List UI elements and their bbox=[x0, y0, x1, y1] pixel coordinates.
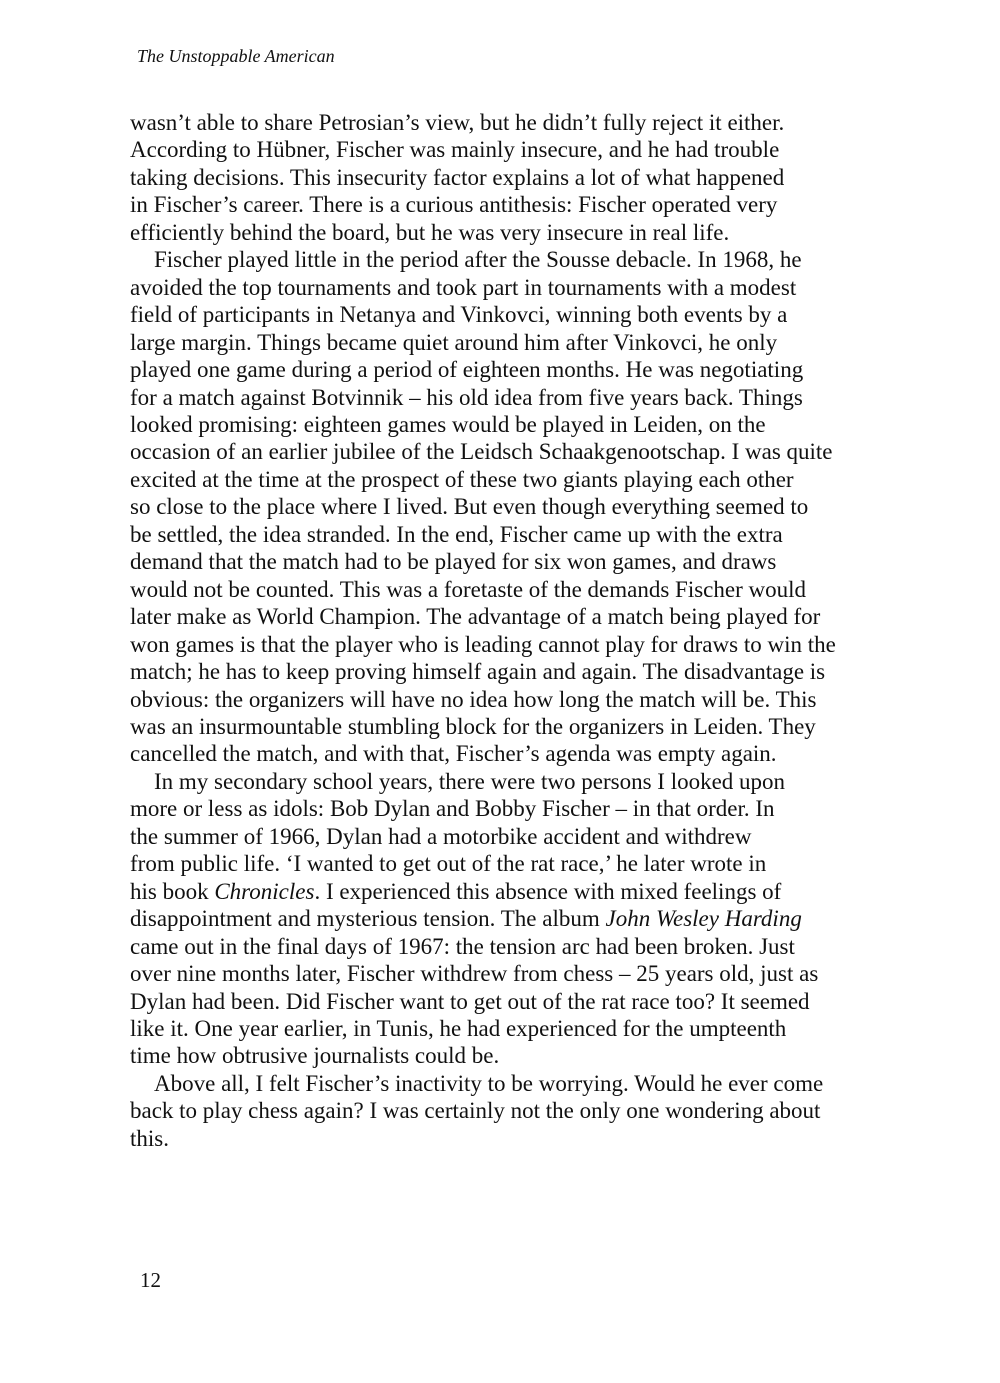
text-run: occasion of an earlier jubilee of the Leidsch Schaakgenootschap. I was quite bbox=[130, 439, 833, 465]
paragraph bbox=[130, 246, 872, 768]
running-head: The Unstoppable American bbox=[137, 46, 335, 66]
italic-title: Chronicles bbox=[214, 878, 315, 904]
text-run: According to Hübner, Fischer was mainly insecure, and he had trouble bbox=[130, 137, 780, 163]
text-run: like it. One year earlier, in Tunis, he had experienced for the umpteenth bbox=[130, 1015, 787, 1041]
text-line bbox=[130, 438, 872, 465]
text-run: later make as World Champion. The advantage of a match being played for bbox=[130, 604, 821, 630]
text-run: . I experienced this absence with mixed feelings of bbox=[314, 878, 782, 904]
text-run: so close to the place where I lived. But even though everything seemed to bbox=[130, 494, 809, 520]
text-run: cancelled the match, and with that, Fischer’s agenda was empty again. bbox=[130, 741, 777, 767]
text-run: In my secondary school years, there were two persons I looked upon bbox=[154, 768, 786, 794]
text-line bbox=[130, 356, 872, 383]
text-run: won games is that the player who is leading cannot play for draws to win the bbox=[130, 631, 836, 657]
text-line bbox=[130, 521, 872, 548]
text-run: large margin. Things became quiet around him after Vinkovci, he only bbox=[130, 329, 778, 355]
text-run: back to play chess again? I was certainly not the only one wondering about bbox=[130, 1098, 821, 1124]
text-line bbox=[130, 384, 872, 411]
text-run: the summer of 1966, Dylan had a motorbike accident and withdrew bbox=[130, 823, 752, 849]
text-line bbox=[130, 686, 872, 713]
text-run: from public life. ‘I wanted to get out of the rat race,’ he later wrote in bbox=[130, 851, 767, 877]
text-line bbox=[130, 878, 872, 905]
text-line bbox=[130, 631, 872, 658]
italic-title: John Wesley Harding bbox=[605, 906, 802, 932]
paragraph bbox=[130, 768, 872, 1070]
text-line bbox=[130, 329, 872, 356]
text-run: played one game during a period of eighteen months. He was negotiating bbox=[130, 357, 804, 383]
text-line bbox=[130, 960, 872, 987]
paragraph bbox=[130, 1070, 872, 1152]
text-run: demand that the match had to be played for six won games, and draws bbox=[130, 549, 777, 575]
text-run: disappointment and mysterious tension. The album bbox=[130, 906, 606, 932]
text-line bbox=[130, 740, 872, 767]
text-run: excited at the time at the prospect of these two giants playing each other bbox=[130, 466, 794, 492]
text-line bbox=[130, 768, 872, 795]
text-run: for a match against Botvinnik – his old idea from five years back. Things bbox=[130, 384, 803, 410]
text-line bbox=[130, 164, 872, 191]
text-run: Dylan had been. Did Fischer want to get out of the rat race too? It seemed bbox=[130, 988, 810, 1014]
text-line bbox=[130, 576, 872, 603]
text-run: his book bbox=[130, 878, 215, 904]
text-line bbox=[130, 548, 872, 575]
text-line bbox=[130, 109, 872, 136]
text-run: field of participants in Netanya and Vinkovci, winning both events by a bbox=[130, 302, 788, 328]
text-run: looked promising: eighteen games would be played in Leiden, on the bbox=[130, 411, 766, 437]
text-run: Fischer played little in the period after the Sousse debacle. In 1968, he bbox=[154, 247, 802, 273]
text-run: would not be counted. This was a foretaste of the demands Fischer would bbox=[130, 576, 807, 602]
text-line bbox=[130, 603, 872, 630]
text-run: avoided the top tournaments and took part in tournaments with a modest bbox=[130, 274, 797, 300]
text-run: was an insurmountable stumbling block for the organizers in Leiden. They bbox=[130, 713, 816, 739]
page-number: 12 bbox=[140, 1268, 161, 1292]
text-line bbox=[130, 219, 872, 246]
text-run: obvious: the organizers will have no idea how long the match will be. This bbox=[130, 686, 817, 712]
text-run: time how obtrusive journalists could be. bbox=[130, 1043, 500, 1069]
text-line bbox=[130, 658, 872, 685]
text-line bbox=[130, 493, 872, 520]
text-line bbox=[130, 850, 872, 877]
text-run: more or less as idols: Bob Dylan and Bobby Fischer – in that order. In bbox=[130, 796, 775, 822]
text-run: over nine months later, Fischer withdrew from chess – 25 years old, just as bbox=[130, 961, 819, 987]
text-line bbox=[130, 933, 872, 960]
text-line bbox=[130, 905, 872, 932]
text-line bbox=[130, 1042, 872, 1069]
text-line bbox=[130, 411, 872, 438]
body-text bbox=[130, 109, 872, 1152]
text-run: match; he has to keep proving himself again and again. The disadvantage is bbox=[130, 659, 826, 685]
text-line bbox=[130, 466, 872, 493]
text-line bbox=[130, 823, 872, 850]
text-line bbox=[130, 1125, 872, 1152]
text-line bbox=[130, 136, 872, 163]
text-line bbox=[130, 1097, 872, 1124]
text-run: efficiently behind the board, but he was very insecure in real life. bbox=[130, 219, 730, 245]
text-run: taking decisions. This insecurity factor explains a lot of what happened bbox=[130, 164, 785, 190]
text-line bbox=[130, 191, 872, 218]
text-line bbox=[130, 1070, 872, 1097]
text-line bbox=[130, 274, 872, 301]
text-run: came out in the final days of 1967: the tension arc had been broken. Just bbox=[130, 933, 795, 959]
text-run: be settled, the idea stranded. In the end, Fischer came up with the extra bbox=[130, 521, 783, 547]
paragraph bbox=[130, 109, 872, 246]
text-run: wasn’t able to share Petrosian’s view, but he didn’t fully reject it either. bbox=[130, 110, 785, 135]
text-line bbox=[130, 246, 872, 273]
text-line bbox=[130, 988, 872, 1015]
text-run: Above all, I felt Fischer’s inactivity to be worrying. Would he ever come bbox=[154, 1070, 824, 1096]
text-line bbox=[130, 713, 872, 740]
text-line bbox=[130, 1015, 872, 1042]
text-run: in Fischer’s career. There is a curious antithesis: Fischer operated very bbox=[130, 192, 778, 218]
text-line bbox=[130, 795, 872, 822]
text-line bbox=[130, 301, 872, 328]
text-run: this. bbox=[130, 1125, 169, 1151]
